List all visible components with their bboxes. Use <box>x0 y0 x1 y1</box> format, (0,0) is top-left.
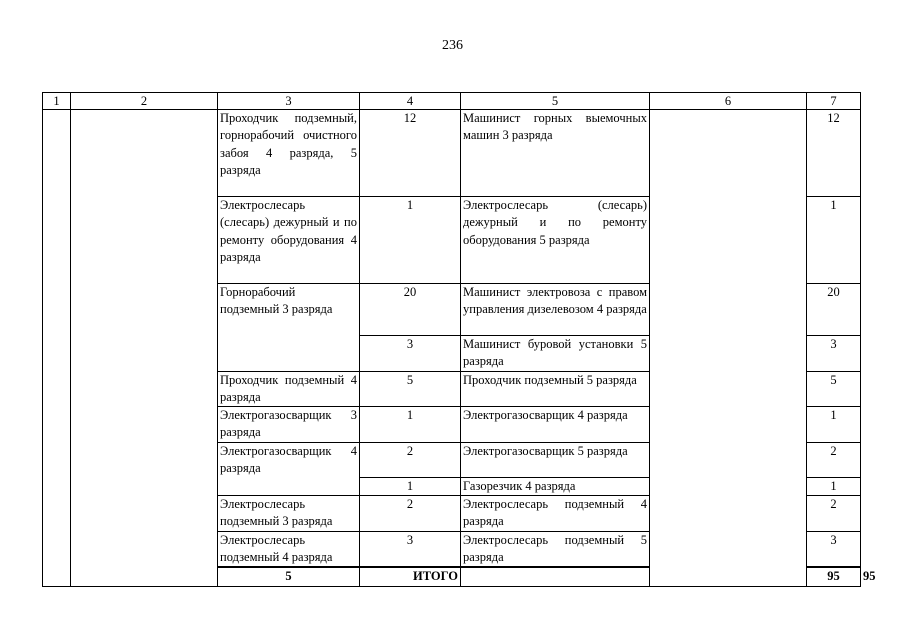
total-cell: 1 <box>807 407 861 443</box>
col-6-header: 6 <box>650 93 807 110</box>
total-row-number: 5 <box>218 568 360 586</box>
total-cell: 3 <box>807 336 861 372</box>
count-cell: 1 <box>360 197 461 284</box>
current-position-cell: Проходчик подземный, горнорабочий очистного забоя 4 разряда, 5 разряда <box>218 110 360 197</box>
new-position-cell: Газорезчик 4 разряда <box>461 477 650 495</box>
total-label: ИТОГО <box>360 568 461 586</box>
count-cell: 5 <box>360 371 461 407</box>
total-cell: 3 <box>807 531 861 567</box>
count-cell: 3 <box>360 531 461 567</box>
total-count: 95 <box>807 568 861 586</box>
count-cell: 20 <box>360 284 461 336</box>
count-cell: 2 <box>360 442 461 477</box>
new-position-cell: Машинист электровоза с правом управления дизелевозом 4 разряда <box>461 284 650 336</box>
new-position-cell: Машинист горных выемочных машин 3 разряда <box>461 110 650 197</box>
count-cell: 12 <box>360 110 461 197</box>
new-position-cell: Машинист буровой установки 5 разряда <box>461 336 650 372</box>
current-position-cell: Горнорабочий подземный 3 разряда <box>218 284 360 372</box>
page-number: 236 <box>442 38 463 53</box>
new-position-cell: Электрогазосварщик 5 разряда <box>461 442 650 477</box>
total-cell: 12 <box>807 110 861 197</box>
total-row: 5 ИТОГО 95 95 <box>43 568 861 586</box>
current-position-cell: Электрослесарь подземный 3 разряда <box>218 496 360 532</box>
period-cell <box>650 110 807 587</box>
col-5-header: 5 <box>461 93 650 110</box>
current-position-cell: Электрослесарь подземный 4 разряда <box>218 531 360 567</box>
col-7-header: 7 <box>807 93 861 110</box>
enterprise-cell <box>71 110 218 587</box>
new-position-cell: Электрослесарь подземный 5 разряда <box>461 531 650 567</box>
total-cell: 20 <box>807 284 861 336</box>
total-cell: 5 <box>807 371 861 407</box>
new-position-cell: Проходчик подземный 5 разряда <box>461 371 650 407</box>
col-4-header: 4 <box>360 93 461 110</box>
count-cell: 3 <box>360 336 461 372</box>
total-cell: 1 <box>807 197 861 284</box>
new-position-cell: Электрослесарь (слесарь) дежурный и по ремонту оборудования 5 разряда <box>461 197 650 284</box>
col-3-header: 3 <box>218 93 360 110</box>
col-1-header: 1 <box>43 93 71 110</box>
current-position-cell: Электрослесарь (слесарь) дежурный и по ремонту оборудования 4 разряда <box>218 197 360 284</box>
new-position-cell: Электрослесарь подземный 4 разряда <box>461 496 650 532</box>
count-cell: 2 <box>360 496 461 532</box>
current-position-cell: Проходчик подземный 4 разряда <box>218 371 360 407</box>
current-position-cell: Электрогазосварщик 3 разряда <box>218 407 360 443</box>
total-empty-cell <box>461 568 650 586</box>
col-2-header: 2 <box>71 93 218 110</box>
header-row <box>43 93 861 110</box>
retraining-table <box>42 92 876 587</box>
current-position-cell: Электрогазосварщик 4 разряда <box>218 442 360 495</box>
total-cell: 2 <box>807 442 861 477</box>
table-row <box>43 110 861 197</box>
count-cell: 1 <box>360 477 461 495</box>
row-number-cell <box>43 110 71 587</box>
count-cell: 1 <box>360 407 461 443</box>
total-cell: 1 <box>807 477 861 495</box>
total-cell: 2 <box>807 496 861 532</box>
new-position-cell: Электрогазосварщик 4 разряда <box>461 407 650 443</box>
